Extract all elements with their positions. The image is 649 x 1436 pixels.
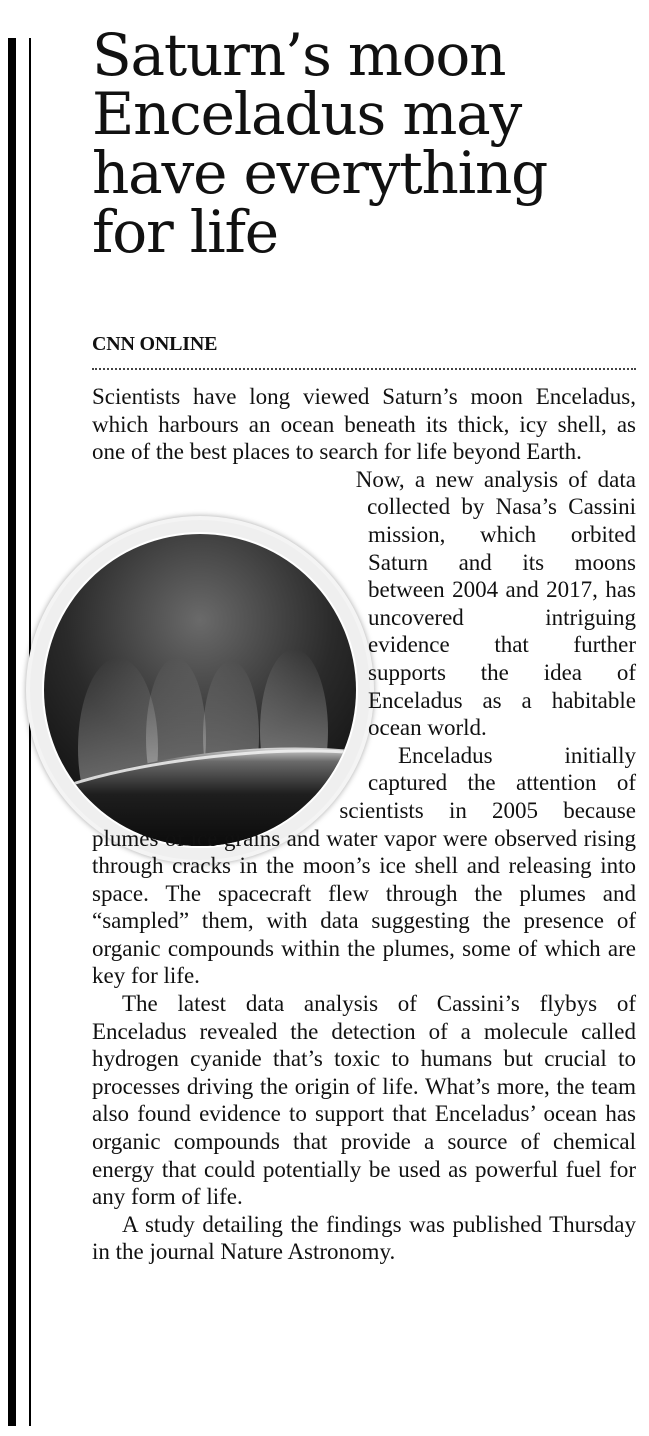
article-body	[92, 383, 636, 1266]
paragraph-1: Scientists have long viewed Saturn’s moon Enceladus, which harbours an ocean beneath its thick, icy shell, as one of the best places to search for life beyond Earth.	[92, 384, 636, 465]
headline: Saturn’s moon Enceladus may have everything for life	[92, 21, 548, 266]
dotted-divider	[92, 368, 636, 370]
paragraph-5: A study detailing the findings was published Thursday in the journal Nature Astronomy.	[92, 1211, 636, 1265]
byline-source: CNN ONLINE	[92, 333, 218, 355]
paragraph-3: Enceladus initially captured the attention of scientists in 2005 because plumes of ice grains and water vapor were observed rising through cracks in the moon’s ice shell and releasing into space. The spacecraft flew through the plumes and “sampled” them, with data suggesting the presence of organic compounds within the plumes, some of which are key for life.	[92, 742, 636, 989]
paragraph-4: The latest data analysis of Cassini’s flybys of Enceladus revealed the detection of a molecule called hydrogen cyanide that’s toxic to humans but crucial to processes driving the origin of life. What’s more, the team also found evidence to support that Enceladus’ ocean has organic compounds that provide a source of chemical energy that could potentially be used as powerful fuel for any form of life.	[92, 991, 636, 1210]
image-wrap-spacer	[26, 466, 368, 826]
paragraph-2: Now, a new analysis of data collected by Nasa’s Cassini mission, which orbited Saturn and its moons between 2004 and 2017, has uncovered intriguing evidence that further supports the idea of Enceladus as a habitable ocean world.	[355, 466, 636, 741]
column-rule-thick	[8, 38, 16, 1426]
